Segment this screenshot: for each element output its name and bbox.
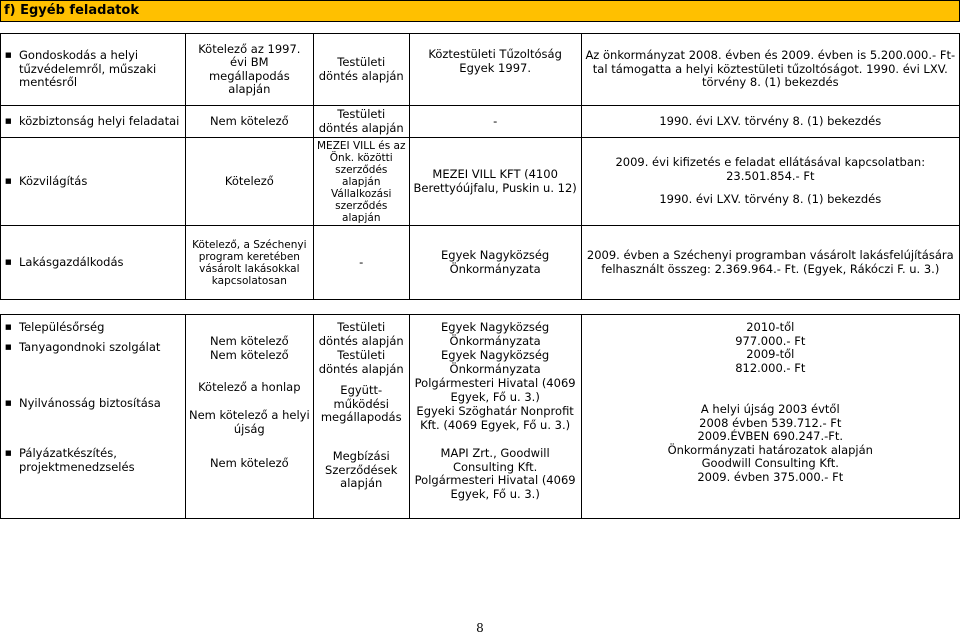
notes-line: 2009. évi kifizetés e feladat ellátásával kapcsolatban: 23.501.854.- Ft: [615, 155, 926, 183]
provider-item: Polgármesteri Hivatal (4069 Egyek, Fő u. 3.): [414, 376, 576, 404]
basis-cell: -: [313, 226, 409, 300]
notes-cell: 1990. évi LXV. törvény 8. (1) bekezdés: [581, 106, 959, 138]
notes-cell: [581, 138, 959, 226]
amount-item: 2009-től: [746, 347, 795, 361]
obligation-cell: Kötelező: [185, 138, 313, 226]
amount-item: A helyi újság 2003 évtől: [700, 402, 840, 416]
obligation-item: Nem kötelező: [209, 334, 289, 348]
basis-cell: MEZEI VILL és az Önk. közötti szerződés alapján Vállalkozási szerződés alapján: [313, 138, 409, 226]
provider-list-cell: [409, 315, 581, 519]
provider-item: Egyek Nagyközség Önkormányzata: [441, 320, 550, 348]
table-row: [1, 106, 960, 138]
obligation-item: Nem kötelező: [209, 348, 289, 362]
amount-item: 2010-től: [746, 320, 795, 334]
tasks-table-1: [0, 33, 960, 300]
amount-item: 2009. évben 375.000.- Ft: [697, 469, 844, 484]
provider-item: Egyeki Szöghatár Nonprofit Kft. (4069 Egyek, Fő u. 3.): [416, 404, 574, 432]
basis-item: Megbízási Szerződések alapján: [325, 449, 398, 490]
bullet-icon: ■: [5, 51, 12, 60]
bullet-icon: ■: [5, 399, 12, 407]
basis-item: Testületi döntés alapján: [318, 348, 404, 376]
amount-item: 812.000.- Ft: [735, 360, 806, 375]
task-cell: ■ Közvilágítás: [1, 138, 186, 226]
task-item: ■ Pályázatkészítés, projektmenedzselés: [5, 446, 135, 474]
amount-item: Goodwill Consulting Kft.: [701, 456, 839, 470]
provider-cell: Egyek Nagyközség Önkormányzata: [409, 226, 581, 300]
notes-line: 1990. évi LXV. törvény 8. (1) bekezdés: [659, 192, 882, 207]
table-row: [1, 34, 960, 106]
task-cell: ■ közbiztonság helyi feladatai: [1, 106, 186, 138]
task-list-cell: [1, 315, 186, 519]
basis-list-cell: [313, 315, 409, 519]
obligation-item: Kötelező a honlap: [198, 380, 301, 394]
task-item: ■ Nyilvánosság biztosítása: [5, 396, 161, 410]
amount-list-cell: [581, 315, 959, 519]
basis-item: Együtt-működési megállapodás: [320, 383, 402, 424]
bullet-icon: ■: [5, 323, 12, 331]
tasks-table-2: [0, 314, 960, 519]
table-row: [1, 138, 960, 226]
obligation-cell: Kötelező az 1997. évi BM megállapodás alapján: [185, 34, 313, 106]
provider-cell: -: [409, 106, 581, 138]
obligation-cell: Nem kötelező: [185, 106, 313, 138]
provider-item: MAPI Zrt., Goodwill Consulting Kft. Polgármesteri Hivatal (4069 Egyek, Fő u. 3.): [414, 446, 576, 501]
section-header: f) Egyéb feladatok: [0, 0, 960, 22]
task-item: ■ Tanyagondnoki szolgálat: [5, 340, 161, 354]
basis-cell: Testületi döntés alapján: [313, 106, 409, 138]
amount-item: 977.000.- Ft: [735, 333, 806, 348]
bullet-icon: ■: [5, 343, 12, 351]
task-cell: ■ Gondoskodás a helyi tűzvédelemről, műszaki mentésről: [1, 34, 186, 106]
amount-item: 2008 évben 539.712.- Ft: [699, 415, 842, 430]
notes-cell: Az önkormányzat 2008. évben és 2009. évben is 5.200.000.- Ft-tal támogatta a helyi köztestületi tűzoltóságot. 1990. évi LXV. törvény 8. (1) bekezdés: [581, 34, 959, 106]
amount-item: 2009.ÉVBEN 690.247.-Ft.: [697, 429, 844, 443]
page-number: 8: [476, 621, 484, 633]
task-item: ■ Településőrség: [5, 320, 105, 334]
table-row: [1, 315, 960, 519]
notes-cell: 2009. évben a Széchenyi programban vásárolt lakásfelújítására felhasznált összeg: 2.369.964.- Ft. (Egyek, Rákóczi F. u. 3.): [581, 226, 959, 300]
amount-item: Önkormányzati határozatok alapján: [667, 442, 873, 457]
bullet-icon: ■: [5, 116, 12, 125]
bullet-icon: ■: [5, 176, 12, 185]
obligation-item: Nem kötelező: [209, 456, 289, 470]
provider-item: Egyek Nagyközség Önkormányzata: [441, 348, 550, 376]
basis-cell: Testületi döntés alapján: [313, 34, 409, 106]
task-cell: ■ Lakásgazdálkodás: [1, 226, 186, 300]
provider-cell: MEZEI VILL KFT (4100 Berettyóújfalu, Puskin u. 12): [409, 138, 581, 226]
bullet-icon: ■: [5, 449, 12, 457]
obligation-item: Nem kötelező a helyi újság: [188, 408, 310, 436]
basis-item: Testületi döntés alapján: [318, 320, 404, 348]
obligation-cell: Kötelező, a Széchenyi program keretében vásárolt lakásokkal kapcsolatosan: [185, 226, 313, 300]
obligation-list-cell: [185, 315, 313, 519]
provider-cell: Köztestületi Tűzoltóság Egyek 1997.: [409, 34, 581, 106]
bullet-icon: ■: [5, 257, 12, 266]
table-row: [1, 226, 960, 300]
